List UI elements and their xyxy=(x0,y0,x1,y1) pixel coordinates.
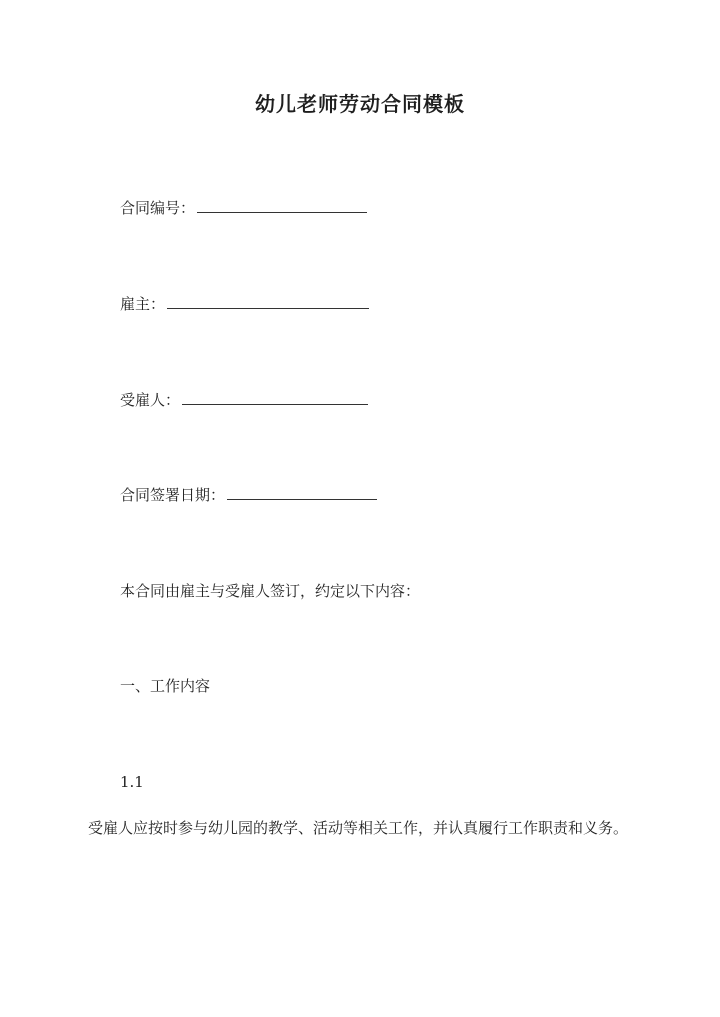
employee-line xyxy=(120,389,368,411)
contract-number-label: 合同编号： xyxy=(120,199,196,217)
clause-1-1-number: 1.1 xyxy=(120,773,144,791)
contract-number-blank[interactable] xyxy=(197,198,367,213)
section-1-heading: 一、工作内容 xyxy=(120,677,211,695)
employer-label: 雇主： xyxy=(120,295,166,313)
employer-line xyxy=(120,293,369,315)
employee-label: 受雇人： xyxy=(120,391,181,409)
signing-date-blank[interactable] xyxy=(227,485,377,500)
clause-1-1-text: 受雇人应按时参与幼儿园的教学、活动等相关工作，并认真履行工作职责和义务。 xyxy=(88,819,629,837)
document-title: 幼儿老师劳动合同模板 xyxy=(255,92,465,116)
signing-date-label: 合同签署日期： xyxy=(120,486,226,504)
intro-paragraph: 本合同由雇主与受雇人签订，约定以下内容： xyxy=(120,582,421,600)
employee-blank[interactable] xyxy=(182,390,368,405)
employer-blank[interactable] xyxy=(167,294,369,309)
contract-number-line xyxy=(120,197,367,219)
signing-date-line xyxy=(120,484,377,506)
